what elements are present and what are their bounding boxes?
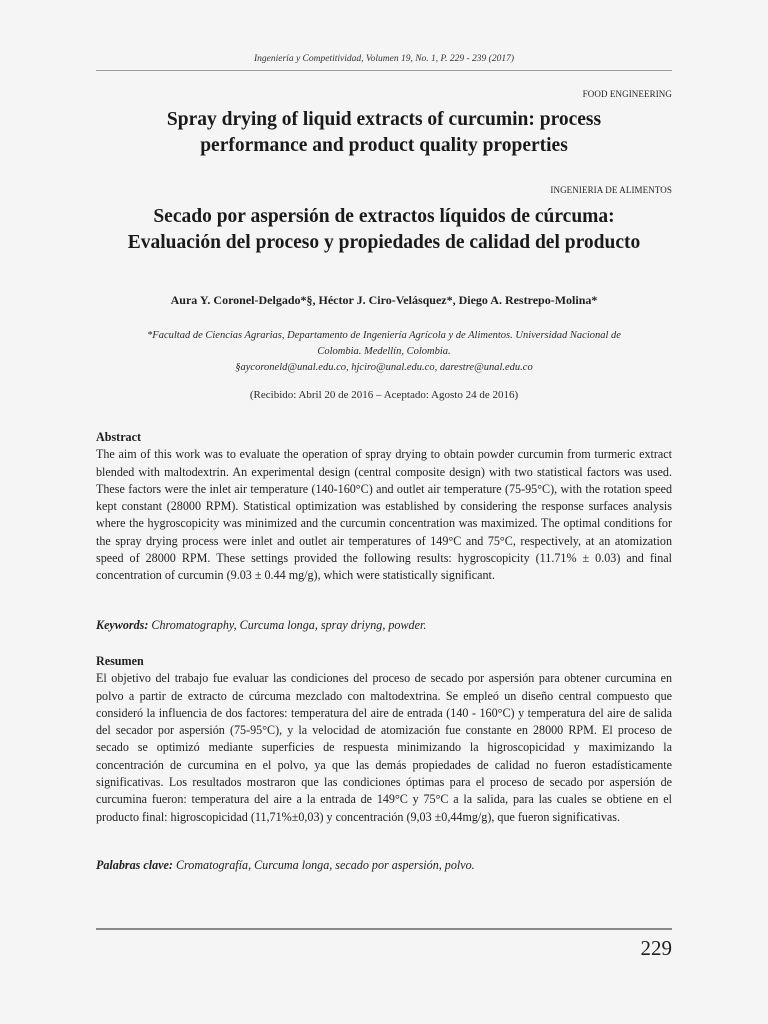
english-title-line2: performance and product quality properties xyxy=(200,135,568,156)
spanish-section-label: INGENIERIA DE ALIMENTOS xyxy=(550,185,672,195)
affiliation xyxy=(96,328,672,376)
author-emails: §aycoroneld@unal.edu.co, hjciro@unal.edu.co, darestre@unal.edu.co xyxy=(235,362,533,373)
spanish-title xyxy=(96,204,672,256)
palabras-clave xyxy=(96,857,672,874)
footer-divider xyxy=(96,928,672,930)
keywords-label: Keywords: xyxy=(96,618,149,632)
affiliation-line1: *Facultad de Ciencias Agrarias, Departamento de Ingeniería Agrícola y de Alimentos. Universidad Nacional de xyxy=(147,330,621,341)
received-dates: (Recibido: Abril 20 de 2016 – Aceptado: Agosto 24 de 2016) xyxy=(249,389,519,401)
resumen-heading: Resumen xyxy=(96,654,144,668)
resumen-section xyxy=(96,653,672,826)
abstract-heading: Abstract xyxy=(96,430,142,444)
abstract-section xyxy=(96,429,672,585)
spanish-title-line2: Evaluación del proceso y propiedades de calidad del producto xyxy=(127,232,641,253)
palabras-clave-label: Palabras clave: xyxy=(96,858,173,872)
page-number: 229 xyxy=(640,936,672,960)
palabras-clave-text: Cromatografía, Curcuma longa, secado por aspersión, polvo. xyxy=(172,858,475,872)
keywords xyxy=(96,617,672,634)
resumen-text: El objetivo del trabajo fue evaluar las condiciones del proceso de secado por aspersión para obtener curcumina en polvo a partir de extracto de cúrcuma mezclado con maltodextrina. Se empleó un diseño central compuesto que consideró la influencia de dos factores: temperatura del aire de entrada (140 - 160°C) y temperatura del aire de salida del secador por aspersión (75-95°C), y la velocidad de atomización fue constante en 28000 RPM. El proceso de secado se optimizó mediante superficies de respuesta minimizando la higroscopicidad y maximizando la concentración de curcumina en el polvo, ya que las demás propiedades de calidad no fueron estadísticamente significativas. Los resultados mostraron que las condiciones óptimas para el proceso de secado por aspersión de curcumina fueron: temperatura del aire a la entrada de 149°C y 75°C a la salida, para las cuales se obtiene en el producto final: higroscopicidad (11,71%±0,03) y concentración (9,03 ±0,44mg/g), que fueron significativas. xyxy=(96,671,672,824)
english-title-line1: Spray drying of liquid extracts of curcumin: process xyxy=(166,109,602,130)
keywords-text: Chromatography, Curcuma longa, spray driyng, powder. xyxy=(148,618,427,632)
english-title xyxy=(96,107,672,159)
author-list: Aura Y. Coronel-Delgado*§, Héctor J. Ciro-Velásquez*, Diego A. Restrepo-Molina* xyxy=(170,293,598,307)
spanish-title-line1: Secado por aspersión de extractos líquidos de cúrcuma: xyxy=(153,206,615,227)
abstract-text: The aim of this work was to evaluate the operation of spray drying to obtain powder curcumin from turmeric extract blended with maltodextrin. An experimental design (central composite design) with two statistical factors was used. These factors were the inlet air temperature (140-160°C) and outlet air temperature (75-95°C), with the rotation speed kept constant (28000 RPM). Statistical optimization was established by considering the response surfaces analysis where the hygroscopicity was minimized and the curcumin concentration was maximized. The optimal conditions for the spray drying process were inlet and outlet air temperatures of 149°C and 75°C, respectively, at an atomization speed of 28000 RPM. These settings provided the following results: hygroscopicity (11.71% ± 0.03) and final concentration of curcumin (9.03 ± 0.44 mg/g), which were statistically significant. xyxy=(96,447,672,583)
affiliation-line2: Colombia. Medellín, Colombia. xyxy=(317,346,451,357)
header-divider xyxy=(96,70,672,71)
journal-citation: Ingeniería y Competitividad, Volumen 19, No. 1, P. 229 - 239 (2017) xyxy=(254,54,514,64)
english-section-label: FOOD ENGINEERING xyxy=(582,89,672,99)
